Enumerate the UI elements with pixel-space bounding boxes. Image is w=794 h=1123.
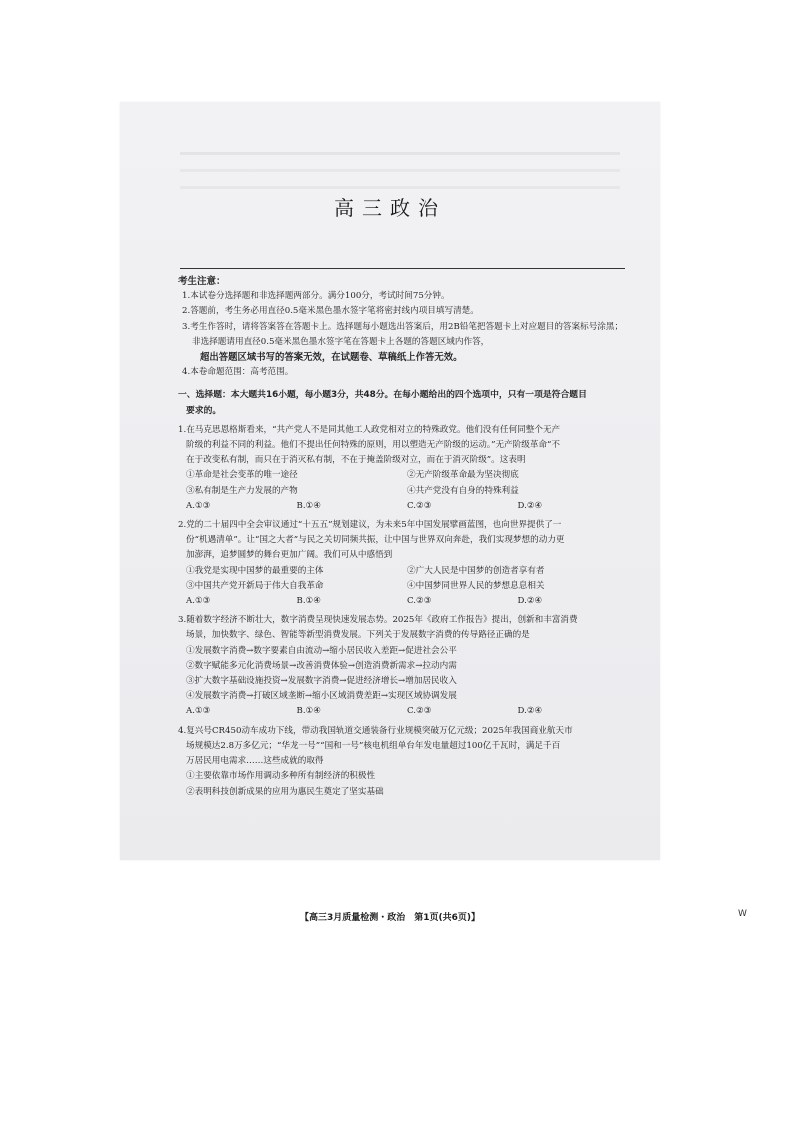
choice-d: D.②④ (517, 596, 543, 607)
notice-block (178, 274, 628, 380)
question-stem: 份“机遇清单”。让“国之大者”与民之关切同频共振，让中国与世界双向奔赴，我们实现梦想的动力更 (186, 535, 565, 546)
option-2: ②无产阶级革命最为坚决彻底 (407, 470, 519, 481)
question-stem: 在于改变私有制，而只在于消灭私有制，不在于掩盖阶级对立，而在于消灭阶级”。这表明 (186, 455, 526, 466)
question-1 (178, 423, 628, 514)
choice-c: C.②③ (407, 596, 432, 607)
choice-c: C.②③ (407, 706, 432, 717)
page-title: 高三政治 (334, 196, 446, 220)
question-stem: 场规模达2.8万多亿元；“华龙一号”“国和一号”核电机组单台年发电量超过100亿千瓦时，满足千百 (186, 740, 561, 751)
question-stem: 2.党的二十届四中全会审议通过“十五五”规划建议，为未来5年中国发展擘画蓝图，也向世界提供了一 (178, 520, 562, 531)
notice-item-4: 4.本卷命题范围：高考范围。 (182, 367, 294, 378)
option-2: ②表明科技创新成果的应用为惠民生奠定了坚实基础 (186, 786, 384, 797)
question-stem: 4.复兴号CR450动车成功下线，带动我国轨道交通装备行业规模突破万亿元级；2025年我国商业航天市 (178, 725, 573, 736)
option-2: ②广大人民是中国梦的创造者享有者 (407, 565, 545, 576)
choice-b: B.①④ (296, 596, 321, 607)
section-heading-line2: 要求的。 (186, 405, 222, 416)
option-1: ①我党是实现中国梦的最重要的主体 (186, 565, 324, 576)
choice-a: A.①③ (186, 500, 211, 511)
exam-content (178, 274, 628, 800)
section-heading-line1: 一、选择题：本大题共16小题，每小题3分，共48分。在每小题给出的四个选项中，只有一项是符合题目 (178, 390, 587, 401)
question-stem: 1.在马克思恩格斯看来，“共产党人不是同其他工人政党相对立的特殊政党。他们没有任何同整个无产 (178, 424, 561, 435)
choice-d: D.②④ (517, 500, 543, 511)
title-divider (180, 268, 625, 269)
choice-d: D.②④ (517, 706, 543, 717)
choice-a: A.①③ (186, 596, 211, 607)
notice-item-2: 2.答题前，考生务必用直径0.5毫米黑色墨水签字笔将密封线内项目填写清楚。 (182, 306, 479, 317)
option-4: ④发展数字消费→打破区域垄断→缩小区域消费差距→实现区域协调发展 (186, 691, 457, 702)
option-row (178, 484, 628, 499)
question-stem: 加澎湃，追梦圆梦的舞台更加广阔。我们可从中感悟到 (186, 550, 393, 561)
option-4: ④中国梦同世界人民的梦想息息相关 (407, 580, 545, 591)
option-1: ①发展数字消费→数字要素自由流动→缩小居民收入差距→促进社会公平 (186, 645, 457, 656)
notice-heading: 考生注意： (178, 276, 226, 287)
answer-choices (178, 704, 628, 719)
question-3 (178, 613, 628, 719)
question-2 (178, 518, 628, 609)
option-3: ③扩大数字基础设施投资→发展数字消费→促进经济增长→增加居民收入 (186, 676, 457, 687)
question-stem: 3.随着数字经济不断壮大，数字消费呈现快速发展态势。2025年《政府工作报告》提出，创新和丰富消费 (178, 615, 578, 626)
notice-bold-line: 超出答题区域书写的答案无效，在试题卷、草稿纸上作答无效。 (200, 352, 463, 364)
answer-choices (178, 594, 628, 609)
option-1: ①革命是社会变革的唯一途径 (186, 470, 298, 481)
answer-choices (178, 499, 628, 514)
notice-item-3: 3.考生作答时，请将答案答在答题卡上。选择题每小题选出答案后，用2B铅笔把答题卡上对应题目的答案标号涂黑；非选择题请用直径0.5毫米黑色墨水签字笔在答题卡上各题的答题区域内作答， (182, 321, 624, 347)
option-row (178, 564, 628, 579)
footer-mark: W (738, 909, 747, 919)
choice-b: B.①④ (296, 706, 321, 717)
option-3: ③私有制是生产力发展的产物 (186, 485, 298, 496)
question-stem: 阶级的利益不同的利益。他们不提出任何特殊的原则，用以塑造无产阶级的运动。”无产阶级革命“不 (186, 440, 561, 451)
option-3: ③中国共产党开新局于伟大自我革命 (186, 580, 324, 591)
choice-c: C.②③ (407, 500, 432, 511)
exam-paper (120, 102, 747, 923)
page-footer: 【高三3月质量检测・政治 第1页(共6页)】 (299, 913, 480, 923)
question-stem: 万居民用电需求……这些成就的取得 (186, 756, 324, 767)
choice-a: A.①③ (186, 706, 211, 717)
question-4 (178, 724, 628, 800)
option-2: ②数字赋能多元化消费场景→改善消费体验→创造消费新需求→拉动内需 (186, 660, 457, 671)
notice-item-1: 1.本试卷分选择题和非选择题两部分。满分100分，考试时间75分钟。 (182, 291, 450, 302)
option-row (178, 468, 628, 483)
option-row (178, 579, 628, 594)
section-heading (178, 388, 628, 418)
option-1: ①主要依靠市场作用调动多种所有制经济的积极性 (186, 771, 376, 782)
choice-b: B.①④ (296, 500, 321, 511)
question-stem: 场景，加快数字、绿色、智能等新型消费发展。下列关于发展数字消费的传导路径正确的是 (186, 630, 530, 641)
option-4: ④共产党没有自身的特殊利益 (407, 485, 519, 496)
